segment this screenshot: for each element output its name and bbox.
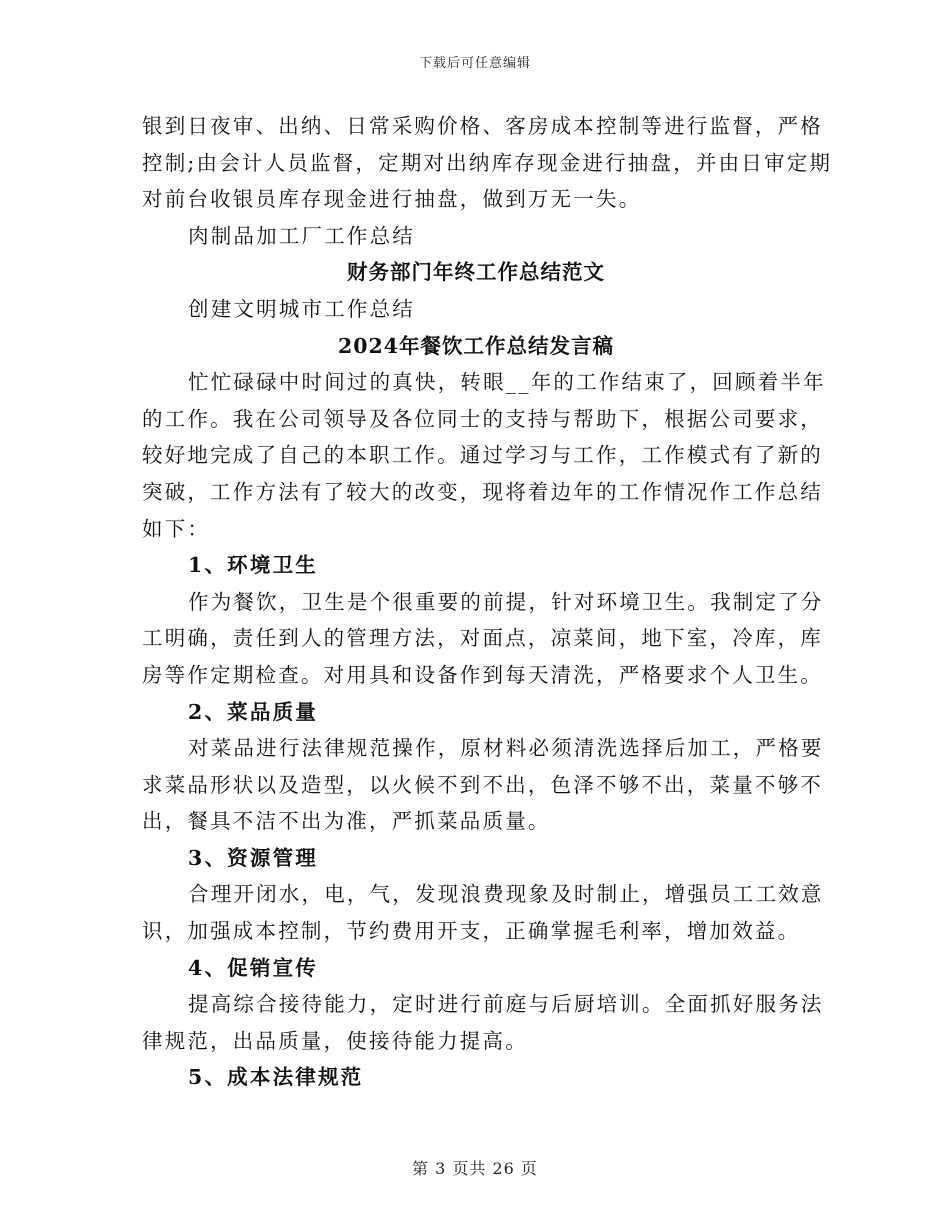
document-title: 2024年餐饮工作总结发言稿	[337, 333, 615, 358]
subsection-heading: 4、促销宣传	[188, 955, 318, 980]
body-text-line: 工明确，责任到人的管理方法，对面点，凉菜间，地下室，冷库，库	[142, 626, 823, 651]
subsection-heading: 5、成本法律规范	[188, 1065, 364, 1090]
section-heading: 财务部门年终工作总结范文	[347, 260, 605, 285]
related-title-link: 创建文明城市工作总结	[188, 296, 415, 321]
body-text-line: 合理开闭水，电，气，发现浪费现象及时制止，增强员工工效意	[188, 882, 824, 907]
body-text-line: 如下：	[142, 516, 211, 541]
subsection-heading: 1、环境卫生	[188, 553, 318, 578]
body-text-line: 较好地完成了自己的本职工作。通过学习与工作，工作模式有了新的	[142, 443, 823, 468]
body-text-line: 的工作。我在公司领导及各位同士的支持与帮助下，根据公司要求，	[142, 406, 823, 431]
page-header-note: 下载后可任意编辑	[418, 56, 531, 71]
subsection-heading: 2、菜品质量	[188, 699, 318, 724]
body-text-line: 识，加强成本控制，节约费用开支，正确掌握毛利率，增加效益。	[142, 919, 801, 944]
document-body	[142, 108, 833, 1096]
body-text-line: 求菜品形状以及造型，以火候不到不出，色泽不够不出，菜量不够不	[142, 772, 823, 797]
body-text-line: 银到日夜审、出纳、日常采购价格、客房成本控制等进行监督，严格	[142, 114, 823, 138]
body-text-line: 忙忙碌碌中时间过的真快，转眼__年的工作结束了，回顾着半年	[188, 370, 826, 395]
body-text-line: 房等作定期检查。对用具和设备作到每天清洗，严格要求个人卫生。	[142, 662, 823, 687]
body-text-line: 对菜品进行法律规范操作，原材料必须清洗选择后加工，严格要	[188, 736, 824, 761]
subsection-heading: 3、资源管理	[188, 845, 318, 870]
body-text-line: 出，餐具不洁不出为准，严抓菜品质量。	[142, 809, 551, 834]
body-text-line: 控制;由会计人员监督，定期对出纳库存现金进行抽盘，并由日审定期	[142, 150, 833, 175]
body-text-line: 作为餐饮，卫生是个很重要的前提，针对环境卫生。我制定了分	[188, 589, 824, 614]
body-text-line: 突破，工作方法有了较大的改变，现将着边年的工作情况作工作总结	[142, 479, 823, 504]
body-text-line: 律规范，出品质量，使接待能力提高。	[142, 1028, 528, 1053]
body-text-line: 提高综合接待能力，定时进行前庭与后厨培训。全面抓好服务法	[188, 992, 824, 1017]
body-text-line: 对前台收银员库存现金进行抽盘，做到万无一失。	[142, 187, 642, 212]
page-number: 第 3 页共 26 页	[412, 1159, 538, 1178]
related-title-link: 肉制品加工厂工作总结	[188, 223, 415, 248]
